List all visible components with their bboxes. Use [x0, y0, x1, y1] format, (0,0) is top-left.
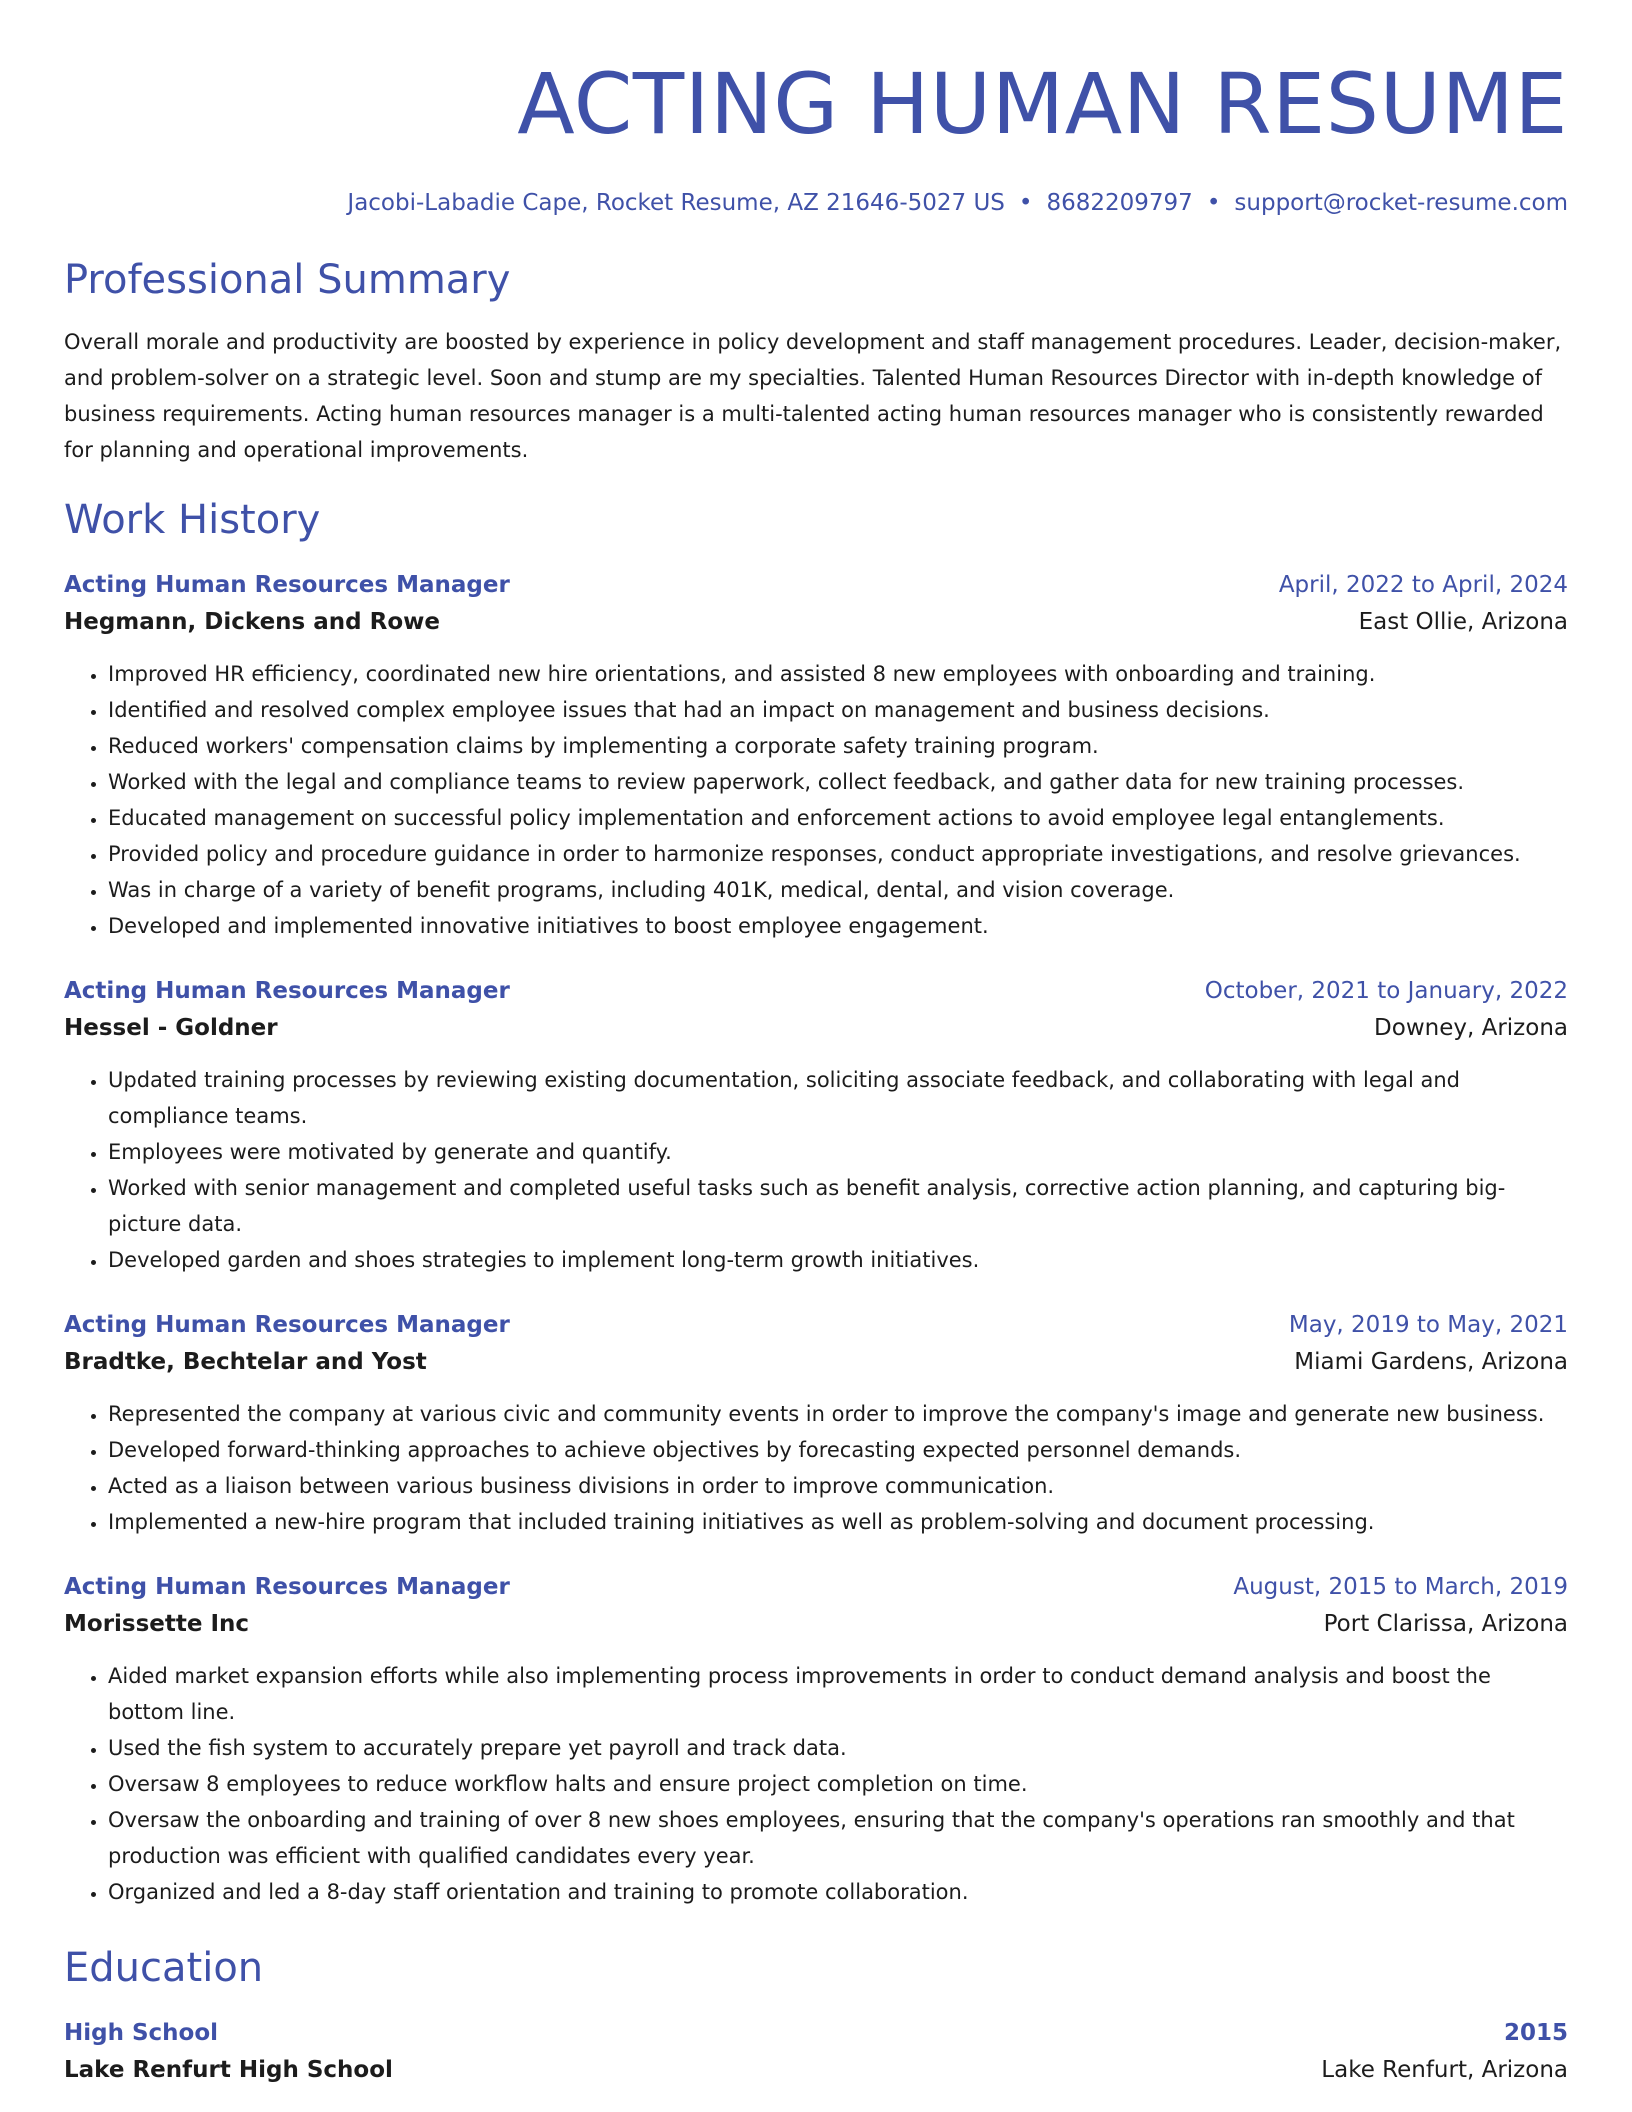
- job-bullet: • Represented the company at various civic and community events in order to improve the company's image and generate new business.: [108, 1396, 1568, 1432]
- job-bullet: • Provided policy and procedure guidance in order to harmonize responses, conduct appropriate investigations, and resolve grievances.: [108, 836, 1568, 872]
- job-bullet: • Aided market expansion efforts while also implementing process improvements in order to conduct demand analysis and boost the bottom line.: [108, 1658, 1568, 1730]
- job-bullets: [64, 1658, 1568, 1910]
- contact-email: support@rocket-resume.com: [1234, 190, 1568, 216]
- resume-title: ACTING HUMAN RESUME: [517, 55, 1568, 153]
- education-entry: [64, 2016, 1568, 2090]
- job-location: Downey, Arizona: [1374, 1015, 1568, 1041]
- job-bullet: • Updated training processes by reviewing existing documentation, soliciting associate feedback, and collaborating with legal and compliance teams.: [108, 1062, 1568, 1134]
- contact-separator: •: [1206, 190, 1221, 216]
- job-bullet: • Acted as a liaison between various business divisions in order to improve communication.: [108, 1468, 1568, 1504]
- job-company: Hessel - Goldner: [64, 1015, 278, 1041]
- job-bullet: • Was in charge of a variety of benefit programs, including 401K, medical, dental, and vision coverage.: [108, 872, 1568, 908]
- job-bullet: • Oversaw 8 employees to reduce workflow halts and ensure project completion on time.: [108, 1766, 1568, 1802]
- education-year: 2015: [1503, 2020, 1568, 2046]
- job-entry: [64, 568, 1568, 944]
- job-title: Acting Human Resources Manager: [64, 1312, 510, 1338]
- job-dates: April, 2022 to April, 2024: [1278, 572, 1568, 598]
- job-bullet: • Organized and led a 8-day staff orientation and training to promote collaboration.: [108, 1874, 1568, 1910]
- education-location: Lake Renfurt, Arizona: [1321, 2057, 1568, 2083]
- job-bullets: [64, 1396, 1568, 1540]
- section-heading-summary: Professional Summary: [64, 257, 511, 303]
- job-location: Port Clarissa, Arizona: [1323, 1611, 1568, 1637]
- job-company: Hegmann, Dickens and Rowe: [64, 609, 440, 635]
- job-bullet: • Worked with senior management and completed useful tasks such as benefit analysis, corrective action planning, and capturing big-picture data.: [108, 1170, 1568, 1242]
- section-heading-work-history: Work History: [64, 497, 321, 543]
- job-dates: August, 2015 to March, 2019: [1233, 1574, 1568, 1600]
- job-dates: October, 2021 to January, 2022: [1204, 978, 1568, 1004]
- job-bullet: • Oversaw the onboarding and training of over 8 new shoes employees, ensuring that the company's operations ran smoothly and that production was efficient with qualified candidates every year.: [108, 1802, 1568, 1874]
- contact-separator: •: [1018, 190, 1033, 216]
- job-dates: May, 2019 to May, 2021: [1288, 1312, 1568, 1338]
- job-bullet: • Implemented a new-hire program that included training initiatives as well as problem-solving and document processing.: [108, 1504, 1568, 1540]
- summary-text: Overall morale and productivity are boosted by experience in policy development and staff management procedures. Leader, decision-maker, and problem-solver on a strategic level. Soon and stump are my specialties. Talented Human Resources Director with in-depth knowledge of business requirements. Acting human resources manager is a multi-talented acting human resources manager who is consistently rewarded for planning and operational improvements.: [64, 330, 1562, 462]
- job-bullets: [64, 1062, 1568, 1278]
- section-heading-education: Education: [64, 1945, 264, 1991]
- contact-phone: 8682209797: [1046, 190, 1193, 216]
- contact-address: Jacobi-Labadie Cape, Rocket Resume, AZ 21646-5027 US: [347, 190, 1005, 216]
- job-bullet: • Developed garden and shoes strategies to implement long-term growth initiatives.: [108, 1242, 1568, 1278]
- contact-line: [64, 188, 1568, 218]
- job-bullet: • Identified and resolved complex employee issues that had an impact on management and business decisions.: [108, 692, 1568, 728]
- job-bullet: • Used the fish system to accurately prepare yet payroll and track data.: [108, 1730, 1568, 1766]
- education-school: Lake Renfurt High School: [64, 2057, 393, 2083]
- job-entry: [64, 1570, 1568, 1910]
- job-title: Acting Human Resources Manager: [64, 572, 510, 598]
- job-bullet: • Worked with the legal and compliance teams to review paperwork, collect feedback, and gather data for new training processes.: [108, 764, 1568, 800]
- job-title: Acting Human Resources Manager: [64, 978, 510, 1004]
- job-company: Bradtke, Bechtelar and Yost: [64, 1349, 427, 1375]
- job-bullet: • Developed and implemented innovative initiatives to boost employee engagement.: [108, 908, 1568, 944]
- job-location: Miami Gardens, Arizona: [1294, 1349, 1568, 1375]
- job-bullet: • Employees were motivated by generate and quantify.: [108, 1134, 1568, 1170]
- job-entry: [64, 1308, 1568, 1540]
- job-bullet: • Improved HR efficiency, coordinated new hire orientations, and assisted 8 new employees with onboarding and training.: [108, 656, 1568, 692]
- education-degree: High School: [64, 2020, 219, 2046]
- job-company: Morissette Inc: [64, 1611, 250, 1637]
- job-bullet: • Educated management on successful policy implementation and enforcement actions to avoid employee legal entanglements.: [108, 800, 1568, 836]
- job-bullets: [64, 656, 1568, 944]
- job-bullet: • Reduced workers' compensation claims by implementing a corporate safety training program.: [108, 728, 1568, 764]
- job-location: East Ollie, Arizona: [1358, 609, 1568, 635]
- job-title: Acting Human Resources Manager: [64, 1574, 510, 1600]
- job-entry: [64, 974, 1568, 1278]
- job-bullet: • Developed forward-thinking approaches to achieve objectives by forecasting expected personnel demands.: [108, 1432, 1568, 1468]
